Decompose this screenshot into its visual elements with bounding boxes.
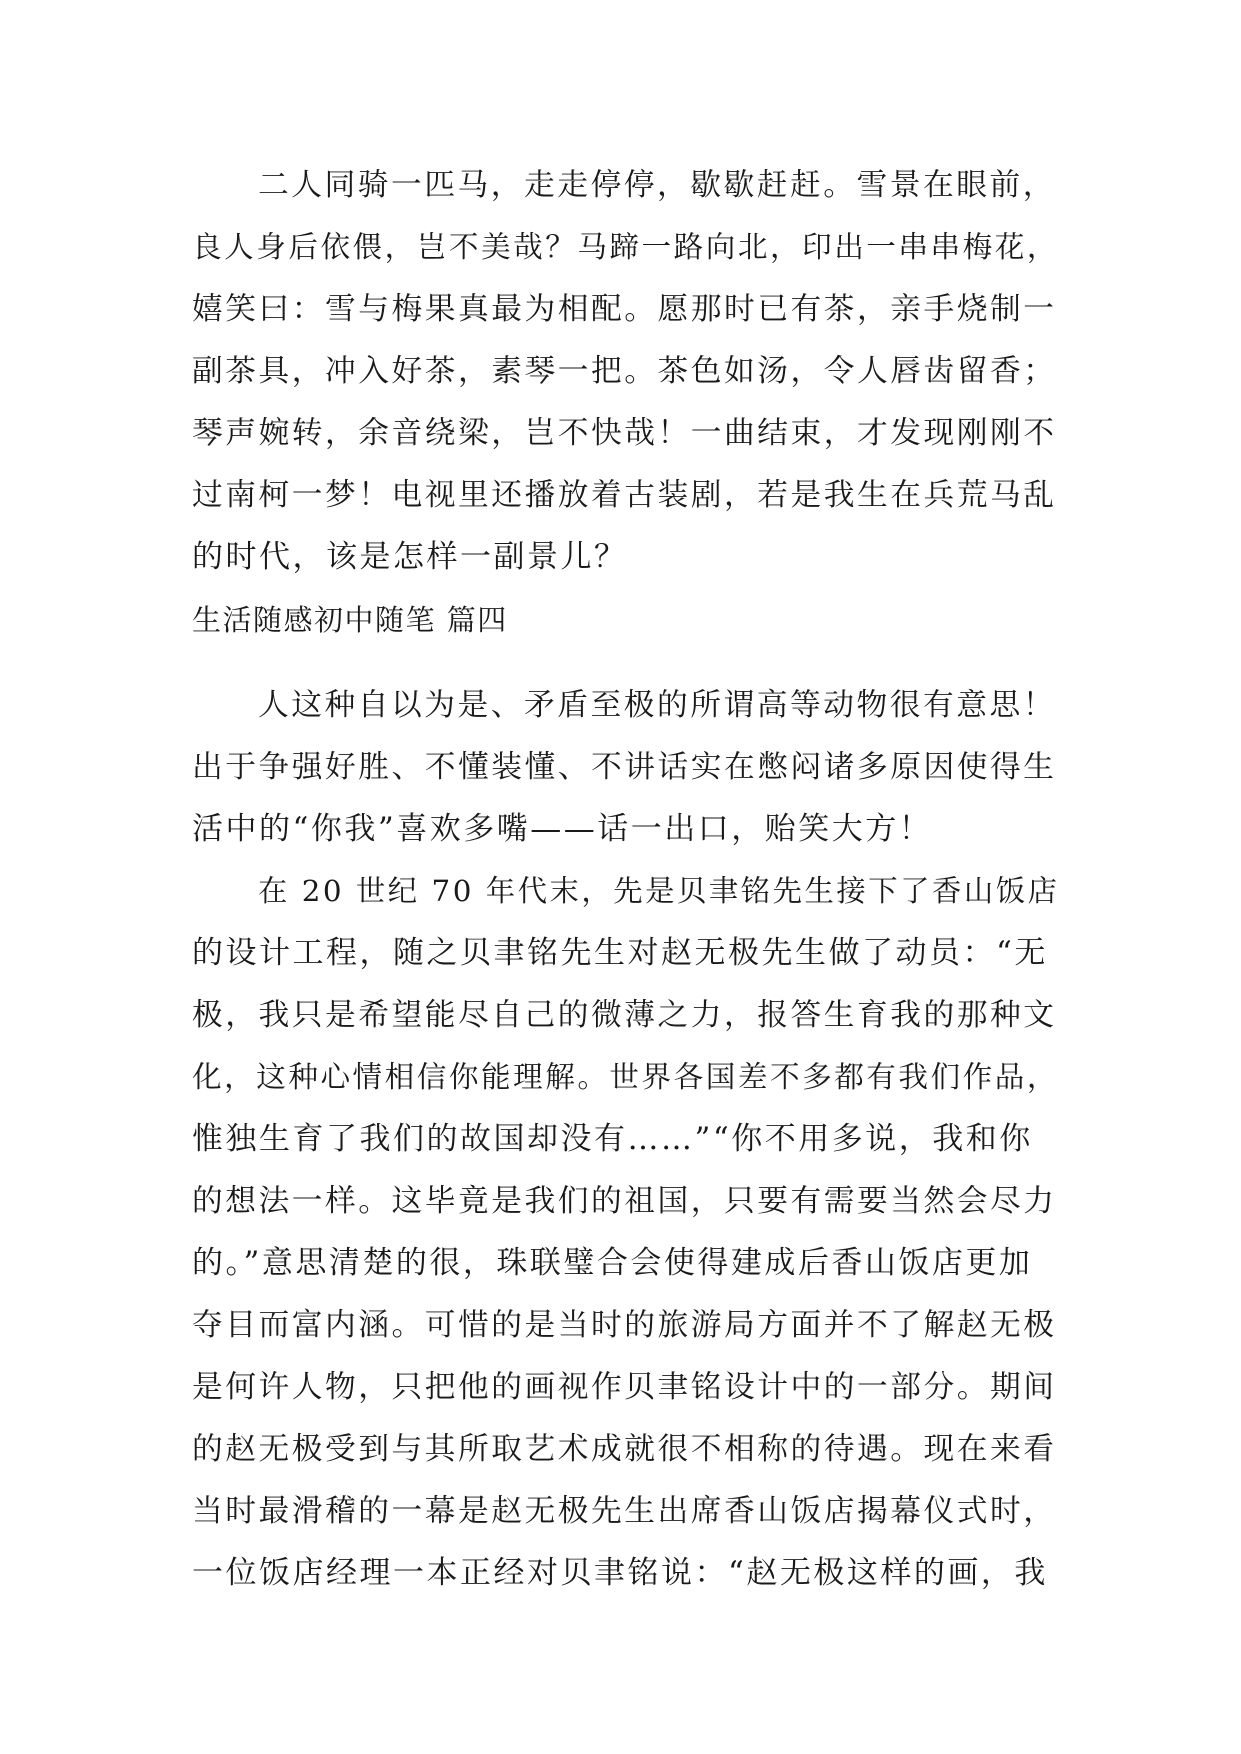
text-line: 人这种自以为是、矛盾至极的所谓高等动物很有意思！ [258,687,1057,723]
text-line: 的。”意思清楚的很，珠联璧合会使得建成后香山饭店更加 [192,1245,1033,1281]
text-line: 惟独生育了我们的故国却没有……”“你不用多说，我和你 [192,1121,1033,1157]
text-line: 良人身后依偎，岂不美哉？马蹄一路向北，印出一串串梅花， [192,230,1059,264]
text-line: 夺目而富内涵。可惜的是当时的旅游局方面并不了解赵无极 [192,1307,1057,1343]
text-line: 化，这种心情相信你能理解。世界各国差不多都有我们作品， [192,1060,1059,1094]
text-line: 过南柯一梦！电视里还播放着古装剧，若是我生在兵荒马乱 [192,477,1057,513]
section-heading: 生活随感初中随笔 篇四 [192,603,508,637]
text-line: 的设计工程，随之贝聿铭先生对赵无极先生做了动员：“无 [192,935,1048,971]
text-line: 二人同骑一匹马，走走停停，歇歇赶赶。雪景在眼前， [258,167,1057,203]
text-line: 在 20 世纪 70 年代末，先是贝聿铭先生接下了香山饭店 [258,874,1060,908]
text-line: 的想法一样。这毕竟是我们的祖国，只要有需要当然会尽力 [192,1183,1057,1219]
text-line: 极，我只是希望能尽自己的微薄之力，报答生育我的那种文 [192,997,1057,1033]
text-line: 活中的“你我”喜欢多嘴——话一出口，贻笑大方！ [192,811,933,847]
paragraph-fragrant-hill-hotel [192,860,1060,1604]
text-line: 当时最滑稽的一幕是赵无极先生出席香山饭店揭幕仪式时， [192,1493,1057,1529]
text-line: 出于争强好胜、不懂装懂、不讲话实在憋闷诸多原因使得生 [192,749,1057,785]
text-line: 琴声婉转，余音绕梁，岂不快哉！一曲结束，才发现刚刚不 [192,415,1057,451]
text-line: 的时代，该是怎样一副景儿？ [192,539,628,575]
text-line: 的赵无极受到与其所取艺术成就很不相称的待遇。现在来看 [192,1431,1057,1467]
paragraph-human-nature [192,674,1056,860]
text-line: 是何许人物，只把他的画视作贝聿铭设计中的一部分。期间 [192,1369,1057,1405]
text-line: 一位饭店经理一本正经对贝聿铭说：“赵无极这样的画，我 [192,1555,1048,1591]
paragraph-snow-ride [192,154,1059,588]
text-line: 嬉笑曰：雪与梅果真最为相配。愿那时已有茶，亲手烧制一 [192,291,1057,327]
text-line: 副茶具，冲入好茶，素琴一把。茶色如汤，令人唇齿留香； [192,353,1057,389]
